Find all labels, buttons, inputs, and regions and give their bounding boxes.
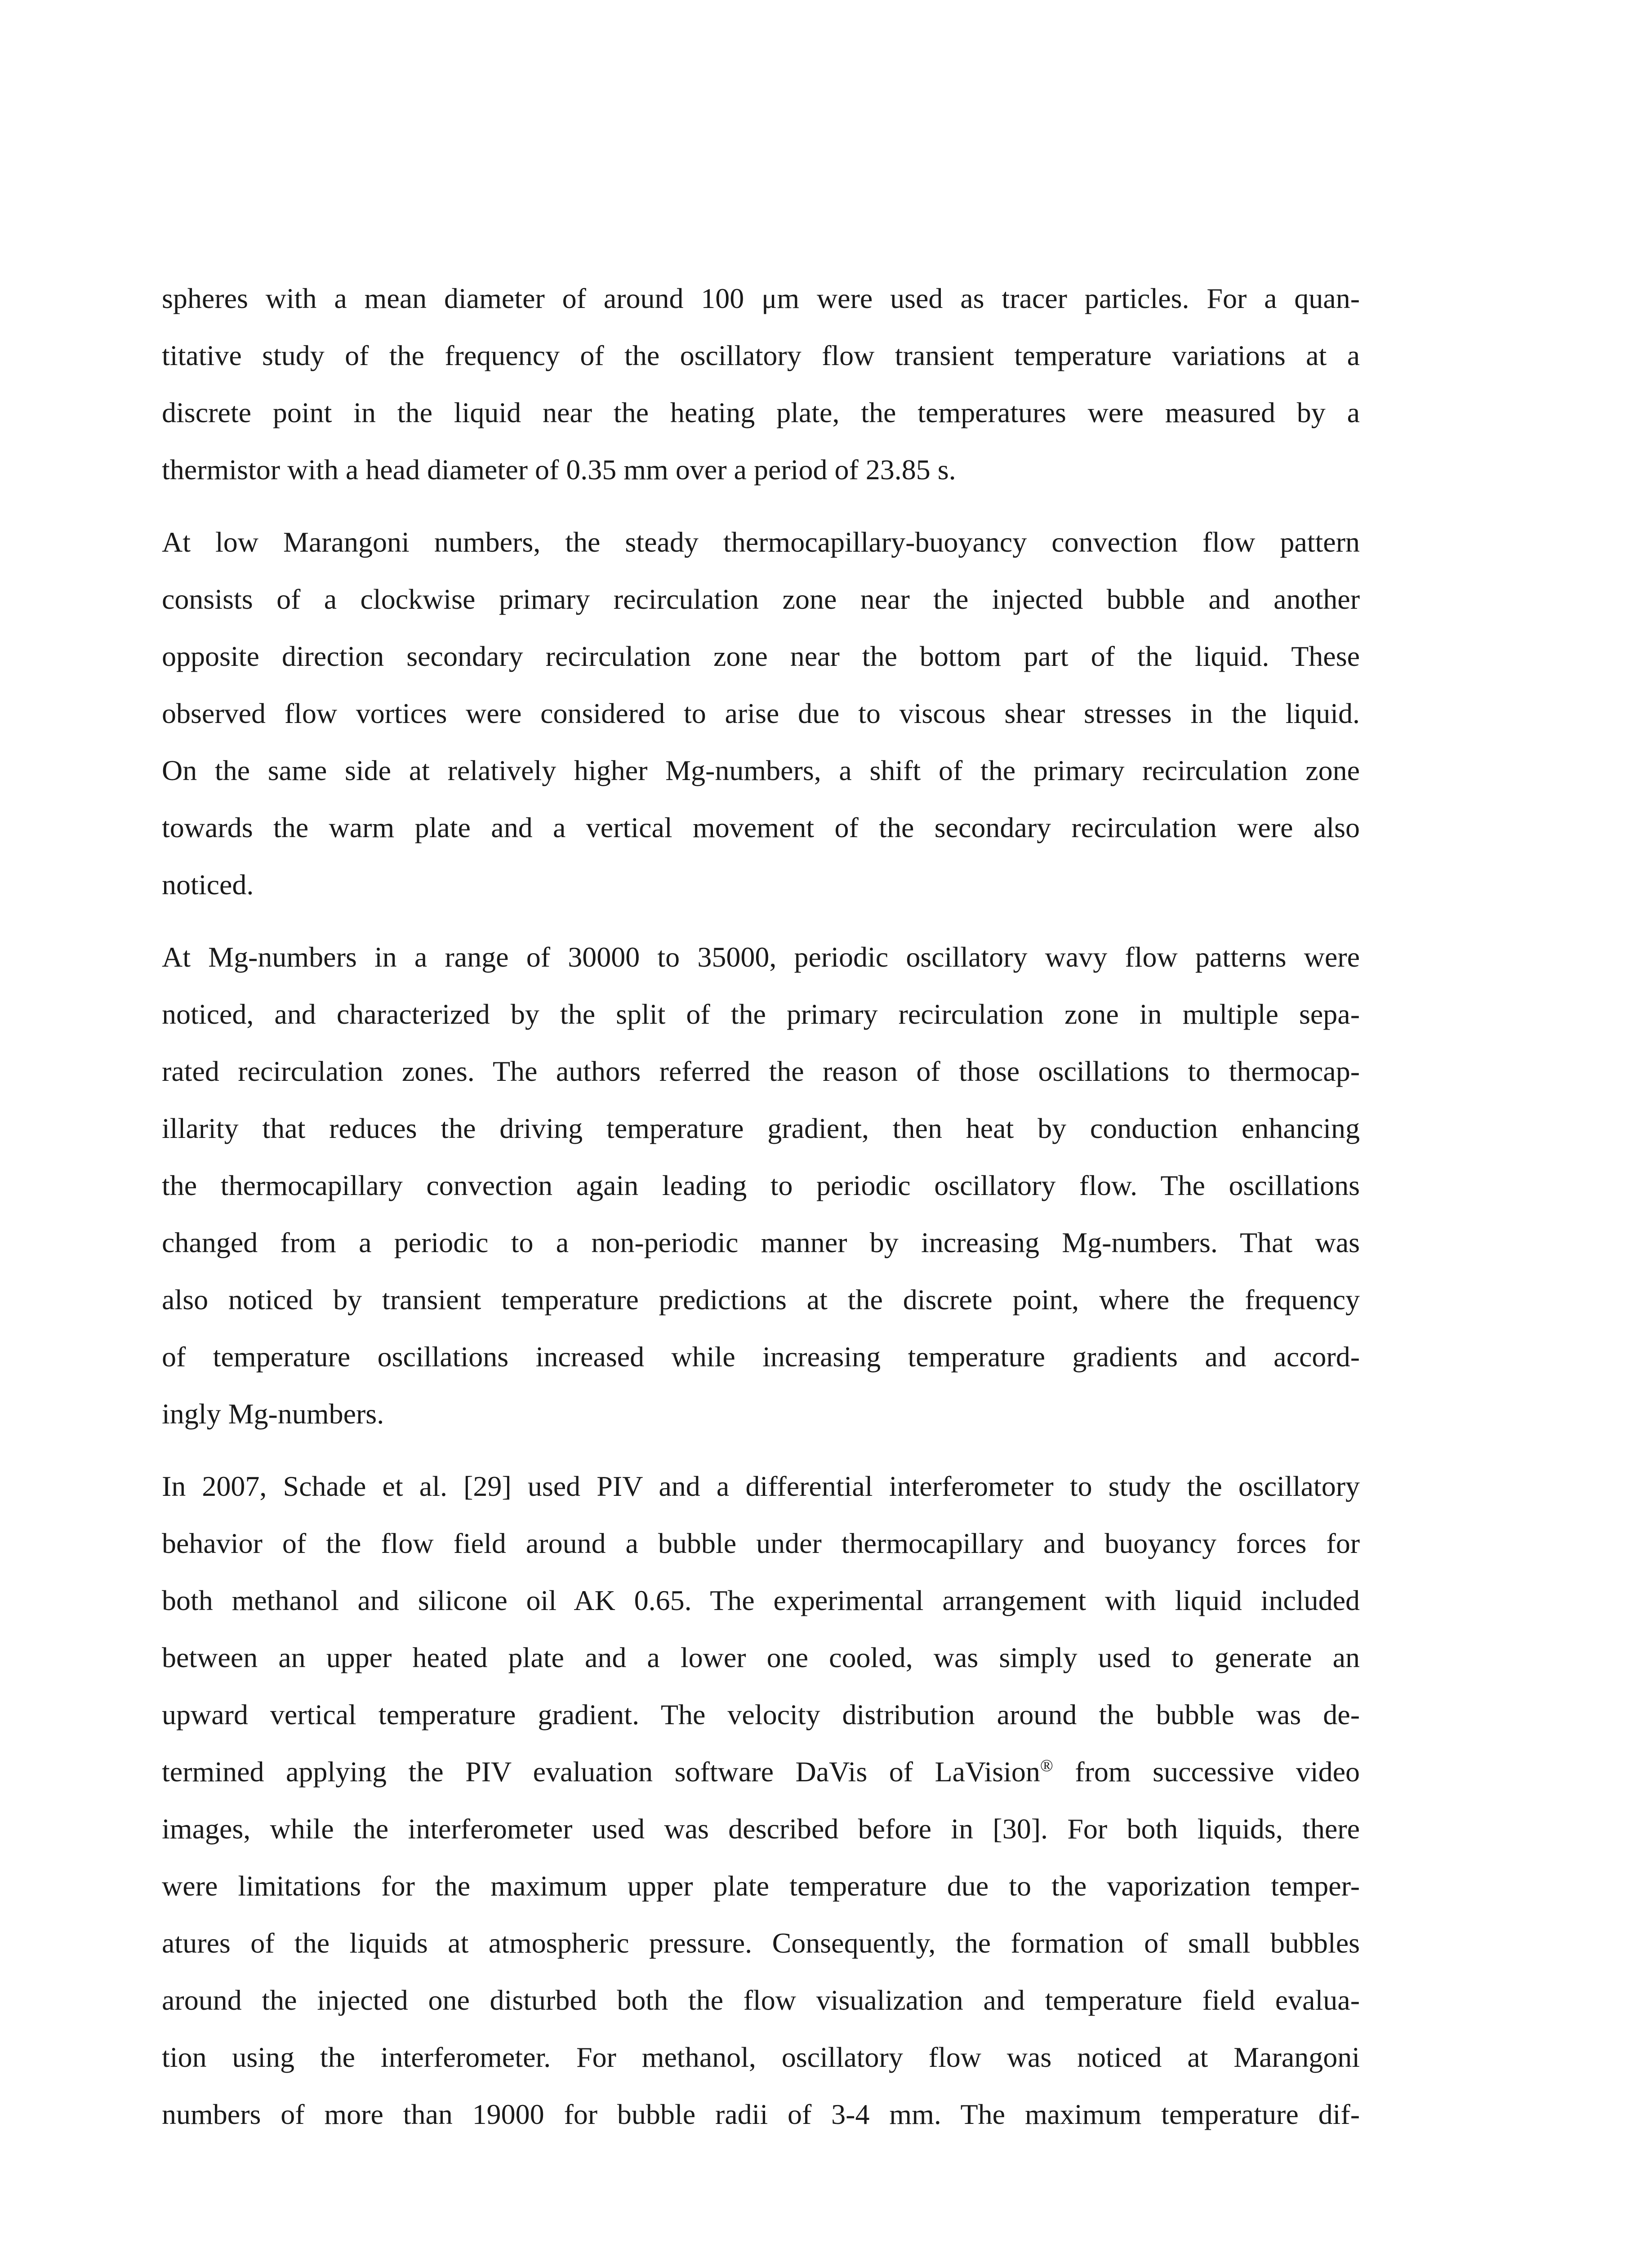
text-line: noticed, and characterized by the split of the primary recirculation zone in multiple sepa- bbox=[162, 998, 1360, 1030]
text-run: termined applying the PIV evaluation software DaVis of LaVision bbox=[162, 1756, 1040, 1788]
text-line: At low Marangoni numbers, the steady thermocapillary-buoyancy convection flow pattern bbox=[162, 526, 1360, 558]
text-run: from successive video bbox=[1053, 1756, 1360, 1788]
text-line: around the injected one disturbed both the flow visualization and temperature field evalua- bbox=[162, 1984, 1360, 2016]
text-line: At Mg-numbers in a range of 30000 to 35000, periodic oscillatory wavy flow patterns were bbox=[162, 941, 1360, 973]
text-line: rated recirculation zones. The authors referred the reason of those oscillations to thermocap- bbox=[162, 1055, 1360, 1087]
text-line: discrete point in the liquid near the heating plate, the temperatures were measured by a bbox=[162, 397, 1360, 428]
paragraph-3 bbox=[162, 928, 1360, 1442]
text-line: images, while the interferometer used was described before in [30]. For both liquids, there bbox=[162, 1813, 1360, 1845]
paragraph-2 bbox=[162, 513, 1360, 913]
text-line: were limitations for the maximum upper plate temperature due to the vaporization temper- bbox=[162, 1870, 1360, 1902]
text-line: On the same side at relatively higher Mg-numbers, a shift of the primary recirculation zone bbox=[162, 754, 1360, 786]
text-line: observed flow vortices were considered to arise due to viscous shear stresses in the liquid. bbox=[162, 697, 1360, 729]
registered-mark: ® bbox=[1040, 1756, 1053, 1775]
text-line: towards the warm plate and a vertical movement of the secondary recirculation were also bbox=[162, 812, 1360, 843]
text-line: of temperature oscillations increased while increasing temperature gradients and accord- bbox=[162, 1341, 1360, 1373]
text-line: consists of a clockwise primary recirculation zone near the injected bubble and another bbox=[162, 583, 1360, 615]
text-line: the thermocapillary convection again leading to periodic oscillatory flow. The oscillations bbox=[162, 1169, 1360, 1201]
text-line: spheres with a mean diameter of around 100 μm were used as tracer particles. For a quan- bbox=[162, 282, 1360, 314]
text-line: tion using the interferometer. For methanol, oscillatory flow was noticed at Marangoni bbox=[162, 2041, 1360, 2073]
text-line: titative study of the frequency of the oscillatory flow transient temperature variations at a bbox=[162, 339, 1360, 371]
text-line: numbers of more than 19000 for bubble radii of 3-4 mm. The maximum temperature dif- bbox=[162, 2098, 1360, 2130]
paragraph-1 bbox=[162, 270, 1360, 498]
text-line: atures of the liquids at atmospheric pressure. Consequently, the formation of small bubbles bbox=[162, 1927, 1360, 1959]
text-line: ingly Mg-numbers. bbox=[162, 1398, 384, 1430]
text-line bbox=[162, 1743, 1360, 1800]
text-line: upward vertical temperature gradient. The velocity distribution around the bubble was de- bbox=[162, 1699, 1360, 1731]
text-line: thermistor with a head diameter of 0.35 mm over a period of 23.85 s. bbox=[162, 454, 956, 486]
text-line: opposite direction secondary recirculation zone near the bottom part of the liquid. These bbox=[162, 640, 1360, 672]
text-line: both methanol and silicone oil AK 0.65. The experimental arrangement with liquid included bbox=[162, 1584, 1360, 1616]
text-line: noticed. bbox=[162, 869, 254, 901]
text-line: also noticed by transient temperature predictions at the discrete point, where the frequency bbox=[162, 1284, 1360, 1316]
text-line: illarity that reduces the driving temperature gradient, then heat by conduction enhancing bbox=[162, 1112, 1360, 1144]
paragraph-4 bbox=[162, 1458, 1360, 2143]
text-line: changed from a periodic to a non-periodic manner by increasing Mg-numbers. That was bbox=[162, 1227, 1360, 1258]
text-line: between an upper heated plate and a lower one cooled, was simply used to generate an bbox=[162, 1641, 1360, 1673]
text-line: In 2007, Schade et al. [29] used PIV and a differential interferometer to study the oscillatory bbox=[162, 1470, 1360, 1502]
text-line: behavior of the flow field around a bubble under thermocapillary and buoyancy forces for bbox=[162, 1527, 1360, 1559]
body-text bbox=[162, 270, 1360, 2158]
